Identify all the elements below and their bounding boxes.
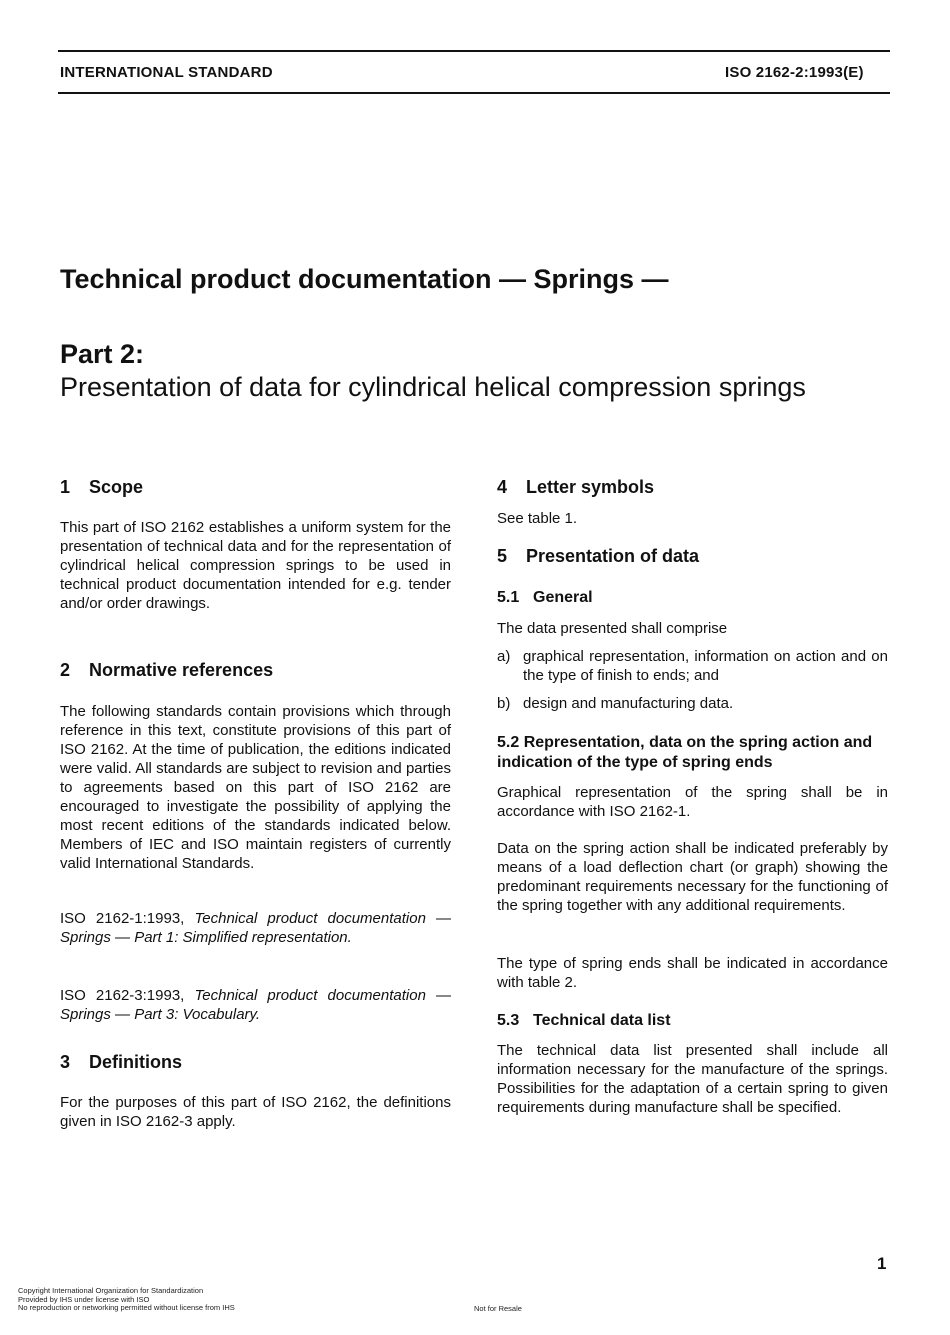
list-item-text: design and manufacturing data. <box>523 695 734 712</box>
part-subtitle: Presentation of data for cylindrical helical compression springs <box>60 372 806 402</box>
section-number: 2 <box>60 660 71 680</box>
header-bottom-rule <box>58 92 890 94</box>
section-number: 4 <box>497 477 508 497</box>
footer-line: No reproduction or networking permitted without license from IHS <box>18 1303 235 1312</box>
section-4-heading <box>497 478 654 497</box>
normative-paragraph: The following standards contain provisions which through reference in this text, constitute provisions of this part of ISO 2162. At the time of publication, the editions indicated were valid. All standards are subject to revision and parties to agreements based on this part of ISO 2162 are encouraged to investigate the possibility of applying the most recent editions of the standards indicated below. Members of IEC and ISO maintain registers of currently valid International Standards. <box>60 703 451 872</box>
technical-list-paragraph: The technical data list presented shall include all information necessary for the manufacture of the springs. Possibilities for the adaptation of a certain spring to given requirements during manufacture shall be specified. <box>497 1042 888 1116</box>
list-item-label: a) <box>497 648 511 665</box>
section-number: 5.2 <box>497 734 520 751</box>
section-title: Scope <box>89 477 144 497</box>
section-1-heading <box>60 478 143 497</box>
document-title: Technical product documentation — Springs — <box>60 264 669 294</box>
section-5-heading <box>497 547 699 566</box>
footer-line: Copyright International Organization for Standardization <box>18 1286 204 1295</box>
definitions-paragraph: For the purposes of this part of ISO 2162, the definitions given in ISO 2162-3 apply. <box>60 1094 451 1130</box>
reference-id: ISO 2162-3:1993, <box>60 987 185 1004</box>
section-number: 5.3 <box>497 1012 520 1029</box>
reference-title: Technical product documentation — Springs — Part 3: Vocabulary. <box>60 987 452 1023</box>
header-top-rule <box>58 50 890 52</box>
reference-id: ISO 2162-1:1993, <box>60 910 185 927</box>
footer-resale: Not for Resale <box>474 1304 522 1313</box>
section-5-2-heading <box>497 733 888 773</box>
section-title: General <box>533 589 593 606</box>
footer-copyright <box>18 1287 235 1313</box>
section-number: 3 <box>60 1052 71 1072</box>
letter-symbols-paragraph: See table 1. <box>497 510 578 527</box>
section-number: 5 <box>497 546 508 566</box>
page-number: 1 <box>877 1254 887 1273</box>
list-item <box>497 647 888 685</box>
section-title: Technical data list <box>533 1012 671 1029</box>
representation-paragraph: Data on the spring action shall be indicated preferably by means of a load deflection chart (or graph) showing the predominant requirements necessary for the functioning of the spring together with any additional requirements. <box>497 840 888 914</box>
header-right: ISO 2162-2:1993(E) <box>725 64 864 81</box>
section-title: Representation, data on the spring action and indication of the type of spring ends <box>497 734 873 771</box>
reference-title: Technical product documentation — Springs — Part 1: Simplified representation. <box>60 910 452 946</box>
section-5-3-heading <box>497 1011 671 1031</box>
section-number: 5.1 <box>497 589 520 606</box>
section-number: 1 <box>60 477 71 497</box>
list-item-text: graphical representation, information on action and on the type of finish to ends; and <box>523 648 888 684</box>
list-item-label: b) <box>497 695 511 712</box>
reference-item <box>60 986 451 1024</box>
part-label: Part 2: <box>60 339 145 369</box>
footer-line: Provided by IHS under license with ISO <box>18 1294 150 1304</box>
representation-paragraph: Graphical representation of the spring shall be in accordance with ISO 2162-1. <box>497 784 888 820</box>
list-item <box>497 694 888 713</box>
section-3-heading <box>60 1053 182 1072</box>
section-2-heading <box>60 661 273 680</box>
section-title: Definitions <box>89 1052 182 1072</box>
section-title: Normative references <box>89 660 274 680</box>
section-title: Letter symbols <box>526 477 655 497</box>
section-title: Presentation of data <box>526 546 700 566</box>
general-intro: The data presented shall comprise <box>497 620 728 637</box>
representation-paragraph: The type of spring ends shall be indicated in accordance with table 2. <box>497 955 888 991</box>
section-5-1-heading <box>497 588 593 608</box>
scope-paragraph: This part of ISO 2162 establishes a uniform system for the presentation of technical data and for the representation of cylindrical helical compression springs to be used in technical product documentation intended for e.g. tender and/or order drawings. <box>60 519 451 612</box>
reference-item <box>60 909 451 947</box>
header-left: INTERNATIONAL STANDARD <box>60 64 273 81</box>
